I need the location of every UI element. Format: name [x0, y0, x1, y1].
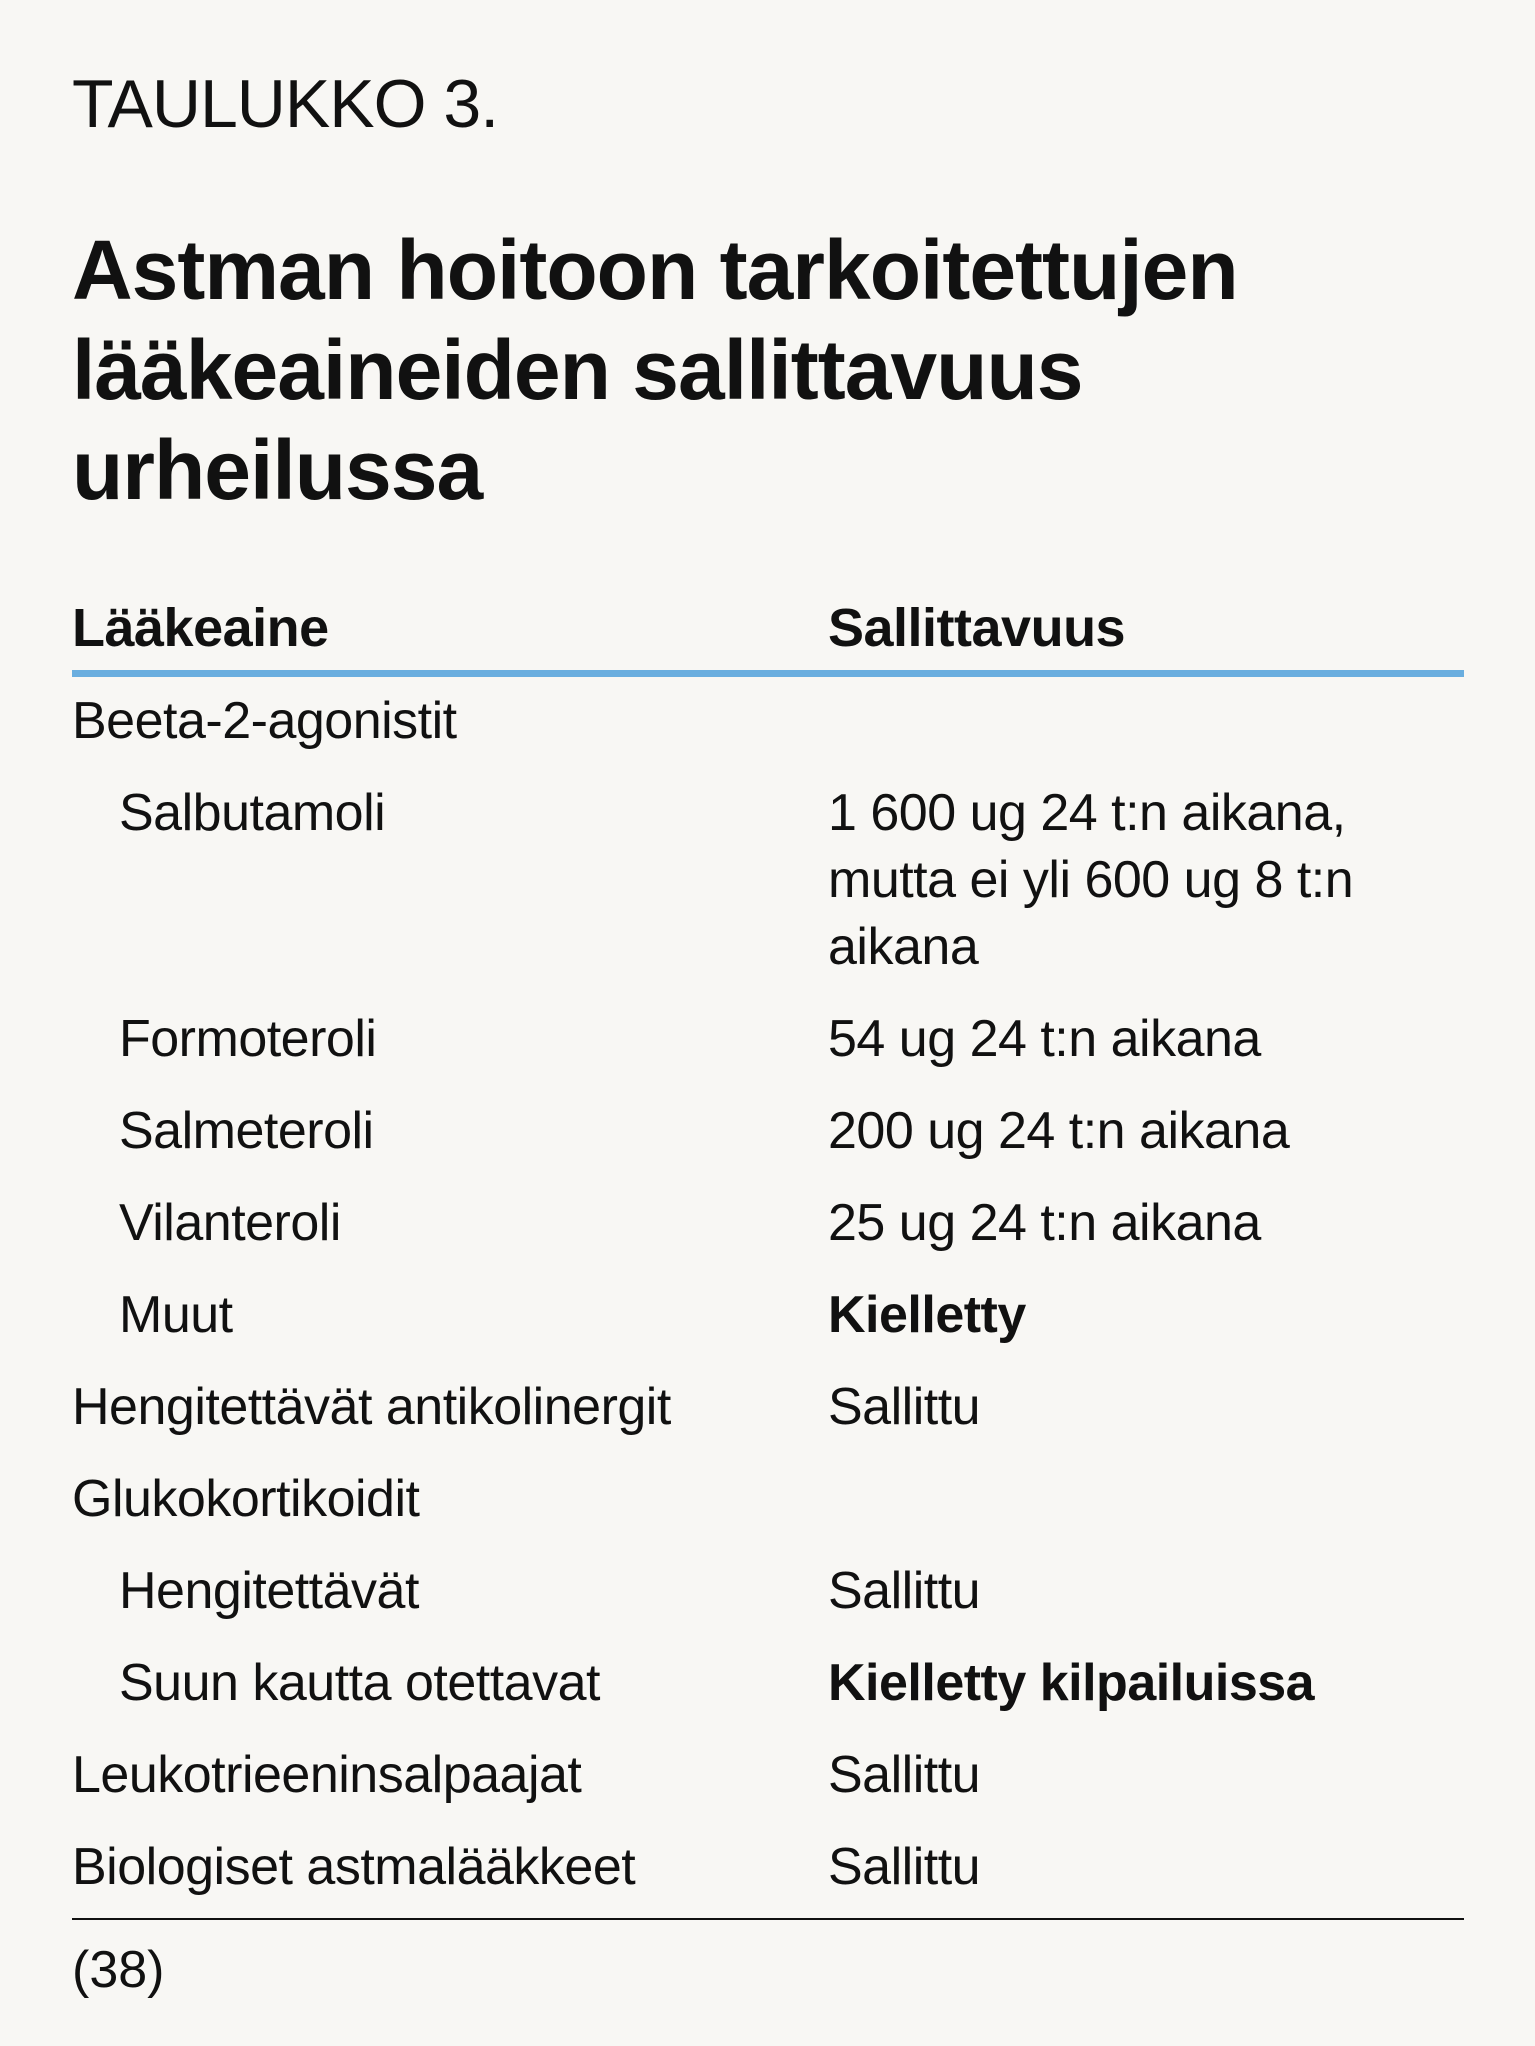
table-row: [72, 1190, 1464, 1282]
table-title: [72, 220, 1392, 520]
cell-allowance: 54 ug 24 t:n aikana: [828, 1010, 1261, 1068]
cell-allowance: Sallittu: [828, 1838, 981, 1896]
table-label: TAULUKKO 3.: [72, 66, 499, 142]
bottom-rule: [72, 1918, 1464, 1920]
cell-allowance: Sallittu: [828, 1746, 981, 1804]
cell-allowance: Kielletty kilpailuissa: [828, 1654, 1315, 1712]
table-row: [72, 688, 1464, 780]
table-row: [72, 1466, 1464, 1558]
cell-substance: Salbutamoli: [119, 784, 386, 842]
table-row: [72, 1742, 1464, 1834]
column-header-name: Lääkeaine: [72, 598, 329, 658]
cell-substance: Hengitettävät: [119, 1562, 419, 1620]
table-row: [72, 1558, 1464, 1650]
title-line: Astman hoitoon tarkoitettujen: [72, 223, 1238, 317]
cell-allowance: 25 ug 24 t:n aikana: [828, 1194, 1261, 1252]
title-line: lääkeaineiden sallittavuus: [72, 323, 1083, 417]
table-row: [72, 1834, 1464, 1926]
table-body: [72, 688, 1464, 1926]
cell-allowance: Sallittu: [828, 1562, 981, 1620]
cell-substance: Beeta-2-agonistit: [72, 692, 457, 750]
column-header-value: Sallittavuus: [828, 598, 1126, 658]
cell-substance: Formoteroli: [119, 1010, 377, 1068]
table-row: [72, 1282, 1464, 1374]
source-reference: (38): [72, 1941, 165, 1999]
cell-substance: Suun kautta otettavat: [119, 1654, 600, 1712]
table-row: [72, 780, 1464, 1006]
cell-allowance: 1 600 ug 24 t:n aikana, mutta ei yli 600 ug 8 t:n aikana: [828, 784, 1354, 976]
cell-substance: Vilanteroli: [119, 1194, 341, 1252]
cell-substance: Muut: [119, 1286, 233, 1344]
cell-substance: Biologiset astmalääkkeet: [72, 1838, 636, 1896]
header-rule: [72, 670, 1464, 677]
cell-substance: Salmeteroli: [119, 1102, 374, 1160]
table-row: [72, 1650, 1464, 1742]
cell-substance: Hengitettävät antikolinergit: [72, 1378, 671, 1436]
cell-allowance: Sallittu: [828, 1378, 981, 1436]
cell-substance: Glukokortikoidit: [72, 1470, 420, 1528]
cell-allowance: Kielletty: [828, 1286, 1026, 1344]
cell-allowance: 200 ug 24 t:n aikana: [828, 1102, 1290, 1160]
table-row: [72, 1374, 1464, 1466]
table-row: [72, 1098, 1464, 1190]
title-line: urheilussa: [72, 423, 483, 517]
cell-substance: Leukotrieeninsalpaajat: [72, 1746, 582, 1804]
table-row: [72, 1006, 1464, 1098]
